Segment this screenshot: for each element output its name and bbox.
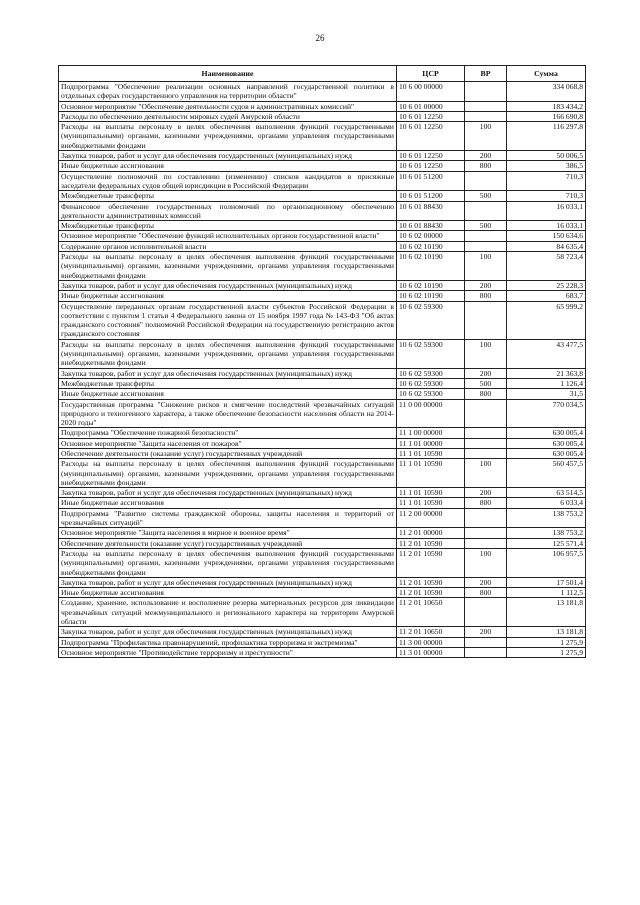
cell-csr: 11 2 01 00000 (397, 528, 465, 538)
cell-csr: 11 2 01 10590 (397, 588, 465, 598)
table-row (59, 151, 586, 161)
header-sum: Сумма (507, 66, 586, 82)
cell-csr: 11 0 00 00000 (397, 399, 465, 428)
table-row (59, 161, 586, 171)
cell-csr: 11 2 01 10590 (397, 548, 465, 577)
cell-sum: 58 723,4 (507, 252, 586, 281)
cell-csr: 11 2 01 10590 (397, 577, 465, 587)
cell-vr: 200 (465, 280, 507, 290)
table-row (59, 339, 586, 368)
cell-name: Закупка товаров, работ и услуг для обеспечения государственных (муниципальных) нужд (59, 368, 397, 378)
cell-name: Основное мероприятие "Обеспечение деятельности судов и административных комиссий" (59, 101, 397, 111)
cell-sum: 150 634,6 (507, 231, 586, 241)
cell-sum: 1 126,4 (507, 378, 586, 388)
cell-csr: 11 2 01 10650 (397, 627, 465, 637)
cell-csr: 11 1 01 10590 (397, 448, 465, 458)
cell-sum: 1 112,5 (507, 588, 586, 598)
cell-sum: 710,3 (507, 171, 586, 191)
cell-sum: 65 999,2 (507, 301, 586, 339)
cell-csr: 10 6 01 51200 (397, 191, 465, 201)
cell-vr: 200 (465, 488, 507, 498)
cell-name: Подпрограмма "Развитие системы гражданской обороны, защиты населения и территорий от чрезвычайных ситуаций" (59, 508, 397, 528)
cell-name: Закупка товаров, работ и услуг для обеспечения государственных (муниципальных) нужд (59, 577, 397, 587)
cell-sum: 1 275,9 (507, 637, 586, 647)
cell-csr: 10 6 02 10190 (397, 241, 465, 251)
cell-csr: 10 6 02 59300 (397, 389, 465, 399)
cell-vr (465, 82, 507, 102)
table-row (59, 538, 586, 548)
cell-name: Расходы на выплаты персоналу в целях обеспечения выполнения функций государственными (муниципальными) органами, казенными учреждениями, органами управления государственными внебюджетными фондами (59, 122, 397, 151)
table-row (59, 82, 586, 102)
table-row (59, 528, 586, 538)
cell-csr: 10 6 00 00000 (397, 82, 465, 102)
table-row (59, 252, 586, 281)
cell-csr: 10 6 02 59300 (397, 368, 465, 378)
cell-vr: 200 (465, 151, 507, 161)
cell-vr (465, 637, 507, 647)
cell-vr (465, 647, 507, 657)
cell-vr: 100 (465, 252, 507, 281)
cell-name: Основное мероприятие "Защита населения в мирное и военное время" (59, 528, 397, 538)
cell-vr: 100 (465, 459, 507, 488)
cell-sum: 125 571,4 (507, 538, 586, 548)
table-row (59, 368, 586, 378)
cell-sum: 386,5 (507, 161, 586, 171)
cell-csr: 10 6 02 10190 (397, 252, 465, 281)
table-row (59, 488, 586, 498)
cell-vr (465, 428, 507, 438)
cell-vr (465, 508, 507, 528)
table-row (59, 201, 586, 221)
cell-csr: 11 1 00 00000 (397, 428, 465, 438)
cell-vr (465, 538, 507, 548)
cell-name: Закупка товаров, работ и услуг для обеспечения государственных (муниципальных) нужд (59, 280, 397, 290)
table-row (59, 280, 586, 290)
cell-vr (465, 171, 507, 191)
cell-sum: 50 006,5 (507, 151, 586, 161)
cell-sum: 560 457,5 (507, 459, 586, 488)
cell-name: Иные бюджетные ассигнования (59, 498, 397, 508)
cell-vr (465, 399, 507, 428)
cell-vr: 100 (465, 339, 507, 368)
cell-sum: 17 501,4 (507, 577, 586, 587)
budget-table (58, 65, 586, 658)
cell-name: Расходы на выплаты персоналу в целях обеспечения выполнения функций государственными (муниципальными) органами, казенными учреждениями, органами управления государственными внебюджетными фондами (59, 252, 397, 281)
cell-name: Финансовое обеспечение государственных полномочий по организационному обеспечению деятельности административных комиссий (59, 201, 397, 221)
cell-csr: 11 1 01 10590 (397, 488, 465, 498)
cell-sum: 166 690,8 (507, 111, 586, 121)
cell-csr: 10 6 02 10190 (397, 291, 465, 301)
cell-name: Обеспечение деятельности (оказание услуг) государственных учреждений (59, 538, 397, 548)
cell-csr: 10 6 01 12250 (397, 151, 465, 161)
cell-csr: 10 6 01 51200 (397, 171, 465, 191)
cell-name: Подпрограмма "Обеспечение пожарной безопасности" (59, 428, 397, 438)
cell-sum: 630 005,4 (507, 438, 586, 448)
table-row (59, 399, 586, 428)
table-row (59, 577, 586, 587)
cell-sum: 63 514,5 (507, 488, 586, 498)
cell-sum: 16 033,1 (507, 201, 586, 221)
cell-csr: 11 2 01 10650 (397, 598, 465, 627)
table-row (59, 637, 586, 647)
cell-csr: 10 6 01 12250 (397, 122, 465, 151)
table-row (59, 647, 586, 657)
cell-name: Основное мероприятие "Защита населения от пожаров" (59, 438, 397, 448)
cell-vr: 200 (465, 577, 507, 587)
cell-name: Создание, хранение, использование и восполнение резерва материальных ресурсов для ликвидации чрезвычайных ситуаций межмуниципального и регионального характера на территории Амурской области (59, 598, 397, 627)
cell-vr (465, 598, 507, 627)
cell-name: Основное мероприятие "Обеспечение функций исполнительных органов государственной власти" (59, 231, 397, 241)
cell-vr: 100 (465, 122, 507, 151)
table-row (59, 389, 586, 399)
cell-name: Расходы на выплаты персоналу в целях обеспечения выполнения функций государственными (муниципальными) органами, казенными учреждениями, органами управления государственными внебюджетными фондами (59, 339, 397, 368)
table-row (59, 378, 586, 388)
table-row (59, 508, 586, 528)
cell-csr: 10 6 02 59300 (397, 339, 465, 368)
table-row (59, 428, 586, 438)
table-row (59, 438, 586, 448)
cell-sum: 630 005,4 (507, 428, 586, 438)
cell-sum: 1 275,9 (507, 647, 586, 657)
table-row (59, 291, 586, 301)
cell-vr: 200 (465, 627, 507, 637)
cell-vr: 500 (465, 191, 507, 201)
cell-name: Расходы на выплаты персоналу в целях обеспечения выполнения функций государственными (муниципальными) органами, казенными учреждениями, органами управления государственными внебюджетными фондами (59, 459, 397, 488)
cell-csr: 11 1 01 10590 (397, 498, 465, 508)
cell-csr: 11 2 01 10590 (397, 538, 465, 548)
cell-vr (465, 231, 507, 241)
cell-csr: 10 6 01 88430 (397, 201, 465, 221)
cell-sum: 13 181,8 (507, 598, 586, 627)
table-row (59, 498, 586, 508)
cell-name: Осуществление переданных органам государственной власти субъектов Российской Федерации в соответствии с пунктом 1 статьи 4 Федерального закона от 15 ноября 1997 года № 143-ФЗ "Об актах гражданского состояния" полномочий Российской Федерации на государственную регистрацию актов гражданского состояния (59, 301, 397, 339)
cell-vr: 800 (465, 161, 507, 171)
page-number: 26 (315, 33, 325, 43)
cell-csr: 10 6 01 12250 (397, 111, 465, 121)
cell-name: Основное мероприятие "Противодействие терроризму и преступности" (59, 647, 397, 657)
cell-csr: 10 6 02 59300 (397, 301, 465, 339)
table-row (59, 191, 586, 201)
cell-name: Расходы по обеспечению деятельности мировых судей Амурской области (59, 111, 397, 121)
table-row (59, 301, 586, 339)
cell-vr (465, 101, 507, 111)
table-row (59, 231, 586, 241)
cell-sum: 630 005,4 (507, 448, 586, 458)
cell-vr (465, 528, 507, 538)
cell-name: Содержание органов исполнительной власти (59, 241, 397, 251)
table-row (59, 459, 586, 488)
cell-vr: 800 (465, 291, 507, 301)
cell-vr: 800 (465, 588, 507, 598)
cell-csr: 10 6 01 88430 (397, 221, 465, 231)
cell-sum: 13 181,8 (507, 627, 586, 637)
table-row (59, 111, 586, 121)
table-row (59, 221, 586, 231)
table-row (59, 627, 586, 637)
cell-vr: 100 (465, 548, 507, 577)
cell-csr: 11 3 00 00000 (397, 637, 465, 647)
cell-vr (465, 241, 507, 251)
cell-name: Осуществление полномочий по составлению (изменению) списков кандидатов в присяжные заседатели федеральных судов общей юрисдикции в Российской Федерации (59, 171, 397, 191)
cell-sum: 6 033,4 (507, 498, 586, 508)
table-header-row (59, 66, 586, 82)
cell-vr (465, 301, 507, 339)
cell-csr: 10 6 01 12250 (397, 161, 465, 171)
cell-sum: 138 753,2 (507, 508, 586, 528)
cell-vr (465, 438, 507, 448)
cell-vr: 800 (465, 389, 507, 399)
cell-sum: 710,3 (507, 191, 586, 201)
cell-sum: 31,5 (507, 389, 586, 399)
header-vr: ВР (465, 66, 507, 82)
cell-name: Закупка товаров, работ и услуг для обеспечения государственных (муниципальных) нужд (59, 627, 397, 637)
table-row (59, 122, 586, 151)
cell-csr: 10 6 02 59300 (397, 378, 465, 388)
cell-csr: 11 2 00 00000 (397, 508, 465, 528)
cell-sum: 106 957,5 (507, 548, 586, 577)
table-row (59, 101, 586, 111)
cell-vr: 200 (465, 368, 507, 378)
cell-name: Обеспечение деятельности (оказание услуг) государственных учреждений (59, 448, 397, 458)
table-body (59, 82, 586, 658)
cell-name: Иные бюджетные ассигнования (59, 389, 397, 399)
header-name: Наименование (59, 66, 397, 82)
cell-sum: 25 228,3 (507, 280, 586, 290)
cell-vr (465, 111, 507, 121)
table-row (59, 548, 586, 577)
cell-vr: 500 (465, 378, 507, 388)
header-csr: ЦСР (397, 66, 465, 82)
cell-name: Подпрограмма "Профилактика правонарушений, профилактика терроризма и экстремизма" (59, 637, 397, 647)
cell-vr (465, 448, 507, 458)
cell-name: Межбюджетные трансферты (59, 378, 397, 388)
cell-sum: 16 033,1 (507, 221, 586, 231)
cell-name: Государственная программа "Снижение рисков и смягчение последствий чрезвычайных ситуаций природного и техногенного характера, а также обеспечение безопасности населения области на 2014-2020 годы" (59, 399, 397, 428)
cell-sum: 116 297,8 (507, 122, 586, 151)
cell-name: Межбюджетные трансферты (59, 191, 397, 201)
cell-name: Межбюджетные трансферты (59, 221, 397, 231)
cell-vr: 500 (465, 221, 507, 231)
cell-sum: 43 477,5 (507, 339, 586, 368)
cell-vr: 800 (465, 498, 507, 508)
cell-csr: 11 1 01 00000 (397, 438, 465, 448)
cell-csr: 10 6 02 10190 (397, 280, 465, 290)
table-row (59, 598, 586, 627)
cell-name: Иные бюджетные ассигнования (59, 588, 397, 598)
cell-sum: 770 034,5 (507, 399, 586, 428)
cell-csr: 10 6 01 00000 (397, 101, 465, 111)
cell-csr: 11 1 01 10590 (397, 459, 465, 488)
cell-name: Иные бюджетные ассигнования (59, 161, 397, 171)
cell-sum: 84 635,4 (507, 241, 586, 251)
table-row (59, 241, 586, 251)
cell-csr: 10 6 02 00000 (397, 231, 465, 241)
cell-name: Закупка товаров, работ и услуг для обеспечения государственных (муниципальных) нужд (59, 488, 397, 498)
cell-name: Иные бюджетные ассигнования (59, 291, 397, 301)
cell-sum: 334 068,8 (507, 82, 586, 102)
cell-csr: 11 3 01 00000 (397, 647, 465, 657)
table-row (59, 448, 586, 458)
cell-name: Подпрограмма "Обеспечение реализации основных направлений государственной политики в отдельных сферах государственного управления на территории области" (59, 82, 397, 102)
table-row (59, 171, 586, 191)
cell-name: Расходы на выплаты персоналу в целях обеспечения выполнения функций государственными (муниципальными) органами, казенными учреждениями, органами управления государственными внебюджетными фондами (59, 548, 397, 577)
cell-sum: 183 434,2 (507, 101, 586, 111)
cell-sum: 683,7 (507, 291, 586, 301)
cell-vr (465, 201, 507, 221)
cell-sum: 138 753,2 (507, 528, 586, 538)
cell-sum: 21 363,8 (507, 368, 586, 378)
table-row (59, 588, 586, 598)
cell-name: Закупка товаров, работ и услуг для обеспечения государственных (муниципальных) нужд (59, 151, 397, 161)
